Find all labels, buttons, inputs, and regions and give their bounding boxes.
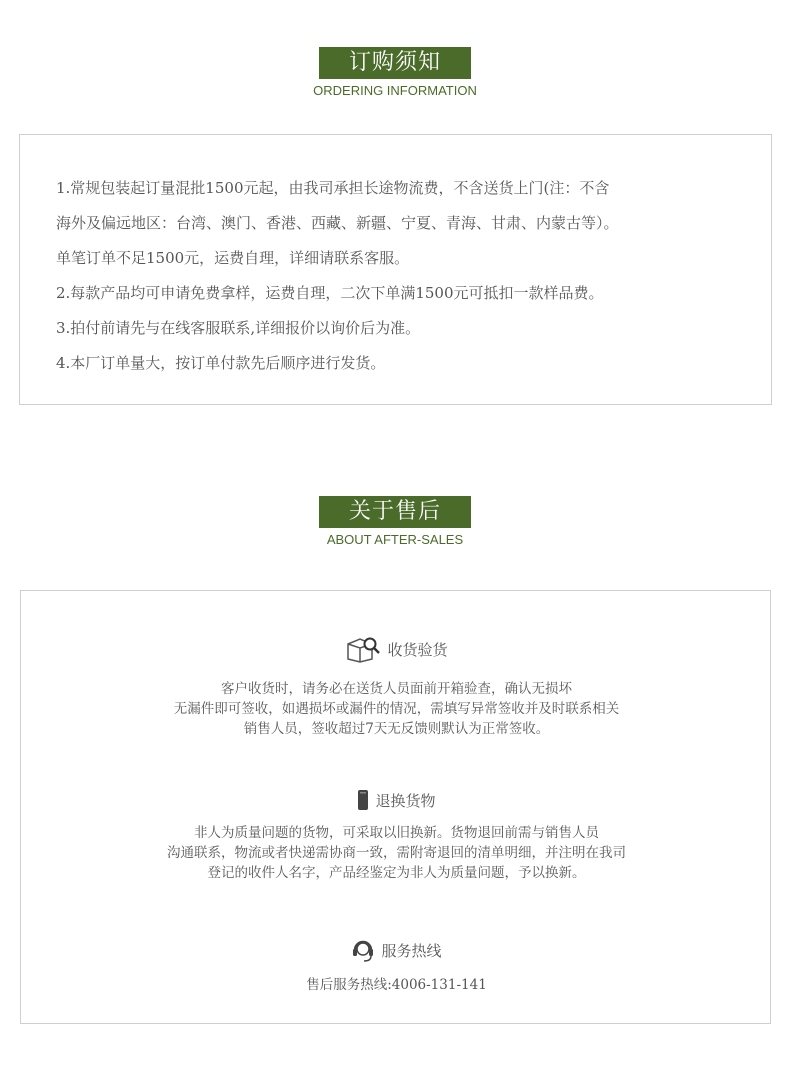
hotline-number: 售后服务热线:4006-131-141 [306, 977, 487, 993]
receipt-block [21, 635, 772, 739]
ordering-title: 订购须知 [319, 47, 471, 79]
returns-line: 非人为质量问题的货物，可采取以旧换新。货物退回前需与销售人员 [194, 825, 599, 841]
headset-icon [351, 937, 375, 963]
ordering-info-box [19, 134, 772, 405]
receipt-line: 客户收货时，请务必在送货人员面前开箱验查，确认无损坏 [221, 681, 572, 697]
ordering-subtitle: ORDERING INFORMATION [313, 83, 477, 98]
hotline-block [21, 937, 772, 995]
aftersales-subtitle: ABOUT AFTER-SALES [326, 532, 464, 547]
ordering-line: 海外及偏远地区：台湾、澳门、香港、西藏、新疆、宁夏、青海、甘肃、内蒙古等）。 [56, 214, 619, 232]
returns-line: 沟通联系，物流或者快递需协商一致，需附寄退回的清单明细，并注明在我司 [167, 845, 626, 861]
phone-icon [357, 789, 369, 811]
receipt-line: 无漏件即可签收，如遇损坏或漏件的情况，需填写异常签收并及时联系相关 [173, 701, 620, 717]
ordering-line: 1.常规包装起订量混批1500元起，由我司承担长途物流费，不含送货上门(注：不含 [56, 179, 610, 197]
ordering-line: 2.每款产品均可申请免费拿样，运费自理，二次下单满1500元可抵扣一款样品费。 [56, 284, 604, 302]
returns-line: 登记的收件人名字，产品经鉴定为非人为质量问题，予以换新。 [207, 865, 586, 881]
returns-title: 退换货物 [375, 791, 436, 810]
aftersales-header [0, 496, 790, 547]
ordering-line: 4.本厂订单量大，按订单付款先后顺序进行发货。 [56, 354, 386, 372]
aftersales-box [20, 590, 771, 1024]
ordering-line: 单笔订单不足1500元，运费自理，详细请联系客服。 [56, 249, 410, 267]
ordering-line: 3.拍付前请先与在线客服联系,详细报价以询价后为准。 [56, 319, 421, 337]
hotline-title: 服务热线 [381, 941, 442, 960]
ordering-header [0, 47, 790, 98]
returns-block [21, 789, 772, 883]
aftersales-title: 关于售后 [319, 496, 471, 528]
package-inspect-icon [345, 635, 381, 663]
receipt-line: 销售人员，签收超过7天无反馈则默认为正常签收。 [243, 721, 550, 737]
receipt-title: 收货验货 [387, 640, 448, 659]
